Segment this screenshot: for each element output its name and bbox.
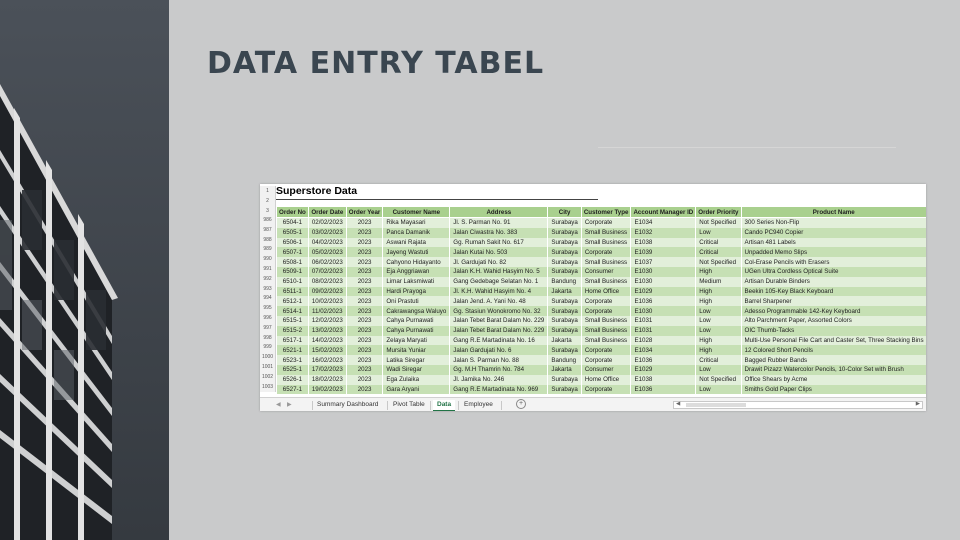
table-cell: Small Business [581, 336, 631, 346]
column-header: Customer Type [581, 207, 631, 218]
table-cell: 6515-2 [277, 326, 309, 336]
table-row [277, 247, 927, 257]
tab-separator [312, 401, 313, 410]
table-cell: 18/02/2023 [308, 375, 346, 385]
table-cell: 2023 [346, 326, 383, 336]
table-cell: 2023 [346, 365, 383, 375]
table-cell: Bagged Rubber Bands [741, 355, 926, 365]
table-cell: Drawit Pizazz Watercolor Pencils, 10-Color Set with Brush [741, 365, 926, 375]
table-cell: Corporate [581, 306, 631, 316]
table-row [277, 316, 927, 326]
table-cell: 13/02/2023 [308, 326, 346, 336]
table-row [277, 306, 927, 316]
table-cell: Not Specified [696, 375, 741, 385]
row-number: 1002 [260, 373, 276, 383]
next-sheet-icon[interactable]: ▶ [287, 402, 292, 408]
table-cell: 6505-1 [277, 228, 309, 238]
table-cell: Jl. Gardujati No. 82 [450, 257, 548, 267]
table-cell: 6510-1 [277, 277, 309, 287]
row-number: 994 [260, 294, 276, 304]
row-number: 989 [260, 245, 276, 255]
table-cell: Surabaya [548, 257, 582, 267]
table-cell: 300 Series Non-Flip [741, 218, 926, 228]
tab-summary-dashboard[interactable]: Summary Dashboard [317, 401, 379, 408]
tab-separator [501, 401, 502, 410]
table-cell: Medium [696, 277, 741, 287]
table-cell: E1030 [631, 306, 696, 316]
table-cell: Aswani Rajata [383, 238, 450, 248]
table-cell: Col-Erase Pencils with Erasers [741, 257, 926, 267]
table-cell: 2023 [346, 287, 383, 297]
table-cell: High [696, 287, 741, 297]
table-cell: 2023 [346, 228, 383, 238]
table-cell: Surabaya [548, 238, 582, 248]
table-cell: 2023 [346, 306, 383, 316]
table-cell: Low [696, 316, 741, 326]
table-cell: Small Business [581, 238, 631, 248]
table-cell: Surabaya [548, 345, 582, 355]
table-cell: Artisan 481 Labels [741, 238, 926, 248]
table-cell: E1028 [631, 336, 696, 346]
row-number: 1003 [260, 383, 276, 393]
table-row [277, 228, 927, 238]
table-cell: Barrel Sharpener [741, 296, 926, 306]
table-cell: 05/02/2023 [308, 247, 346, 257]
table-cell: E1036 [631, 296, 696, 306]
row-number: 996 [260, 314, 276, 324]
table-cell: 6523-1 [277, 355, 309, 365]
table-cell: E1038 [631, 375, 696, 385]
table-row [277, 355, 927, 365]
table-cell: 6515-1 [277, 316, 309, 326]
slide-title: DATA ENTRY TABEL [207, 46, 545, 81]
table-cell: UGen Ultra Cordless Optical Suite [741, 267, 926, 277]
table-cell: Unpadded Memo Slips [741, 247, 926, 257]
table-cell: 6509-1 [277, 267, 309, 277]
table-cell: Critical [696, 238, 741, 248]
table-cell: Not Specified [696, 218, 741, 228]
row-number: 998 [260, 334, 276, 344]
table-cell: Zelaya Maryati [383, 336, 450, 346]
table-cell: 07/02/2023 [308, 267, 346, 277]
table-cell: 2023 [346, 218, 383, 228]
table-cell: 2023 [346, 296, 383, 306]
table-cell: 06/02/2023 [308, 257, 346, 267]
table-cell: 2023 [346, 375, 383, 385]
table-cell: Jakarta [548, 336, 582, 346]
table-cell: Oni Prastuti [383, 296, 450, 306]
table-cell: 03/02/2023 [308, 228, 346, 238]
table-body [277, 218, 927, 395]
header-row [277, 207, 927, 218]
table-cell: Corporate [581, 345, 631, 355]
table-cell: 16/02/2023 [308, 355, 346, 365]
table-cell: High [696, 336, 741, 346]
table-cell: Limar Laksmiwati [383, 277, 450, 287]
tab-separator [458, 401, 459, 410]
table-cell: 6526-1 [277, 375, 309, 385]
table-cell: 6511-1 [277, 287, 309, 297]
table-row [277, 345, 927, 355]
table-cell: Gang Gedebage Selatan No. 1 [450, 277, 548, 287]
column-header: Address [450, 207, 548, 218]
table-cell: 11/02/2023 [308, 306, 346, 316]
table-cell: 6507-1 [277, 247, 309, 257]
table-cell: Gang R.E Martadinata No. 969 [450, 385, 548, 395]
table-row [277, 238, 927, 248]
table-cell: Adesso Programmable 142-Key Keyboard [741, 306, 926, 316]
table-cell: Small Business [581, 277, 631, 287]
table-cell: 12 Colored Short Pencils [741, 345, 926, 355]
table-cell: 6508-1 [277, 257, 309, 267]
table-cell: Low [696, 228, 741, 238]
table-cell: E1036 [631, 385, 696, 395]
table-cell: 12/02/2023 [308, 316, 346, 326]
table-cell: Jalan S. Parman No. 88 [450, 355, 548, 365]
table-cell: Jalan Tebet Barat Dalam No. 229 [450, 316, 548, 326]
table-cell: 2023 [346, 267, 383, 277]
table-cell: Panca Damanik [383, 228, 450, 238]
table-cell: Not Specified [696, 257, 741, 267]
table-cell: Gang R.E Martadinata No. 16 [450, 336, 548, 346]
table-cell: 17/02/2023 [308, 365, 346, 375]
table-cell: OIC Thumb-Tacks [741, 326, 926, 336]
row-number: 993 [260, 285, 276, 295]
table-cell: 09/02/2023 [308, 287, 346, 297]
table-cell: 2023 [346, 385, 383, 395]
table-cell: Bandung [548, 355, 582, 365]
table-cell: Gg. Stasiun Wonokromo No. 32 [450, 306, 548, 316]
table-cell: Cakrawangsa Waluyo [383, 306, 450, 316]
table-cell: Jalan Ciwastra No. 383 [450, 228, 548, 238]
table-cell: 2023 [346, 345, 383, 355]
table-cell: Jalan Jend. A. Yani No. 48 [450, 296, 548, 306]
tab-separator [430, 401, 431, 410]
row-number: 986 [260, 216, 276, 226]
table-cell: 6517-1 [277, 336, 309, 346]
column-header: Product Name [741, 207, 926, 218]
table-cell: 2023 [346, 316, 383, 326]
table-cell: Rika Mayasari [383, 218, 450, 228]
row-number: 1001 [260, 363, 276, 373]
table-row [277, 326, 927, 336]
sheet-title: Superstore Data [276, 185, 358, 197]
table-cell: Gara Aryani [383, 385, 450, 395]
table-cell: Wadi Siregar [383, 365, 450, 375]
table-cell: Surabaya [548, 267, 582, 277]
table-cell: Surabaya [548, 296, 582, 306]
scroll-left-icon[interactable]: ◀ [676, 401, 681, 407]
table-row [277, 385, 927, 395]
table-cell: Jalan K.H. Wahid Hasyim No. 5 [450, 267, 548, 277]
row-number: 988 [260, 236, 276, 246]
table-cell: E1034 [631, 345, 696, 355]
table-cell: 6506-1 [277, 238, 309, 248]
table-row [277, 365, 927, 375]
table-cell: Ega Zulaika [383, 375, 450, 385]
row-number: 3 [260, 206, 276, 216]
table-cell: Low [696, 326, 741, 336]
table-cell: Corporate [581, 218, 631, 228]
table-cell: E1030 [631, 277, 696, 287]
table-cell: Small Business [581, 316, 631, 326]
table-cell: High [696, 345, 741, 355]
table-row [277, 375, 927, 385]
table-cell: Gg. Rumah Sakit No. 617 [450, 238, 548, 248]
table-cell: Surabaya [548, 316, 582, 326]
building-photo [0, 0, 169, 540]
table-cell: 2023 [346, 277, 383, 287]
table-cell: Smiths Gold Paper Clips [741, 385, 926, 395]
table-cell: 6527-1 [277, 385, 309, 395]
column-header: Account Manager ID [631, 207, 696, 218]
table-cell: Bandung [548, 277, 582, 287]
table-cell: Corporate [581, 385, 631, 395]
table-cell: Small Business [581, 228, 631, 238]
table-cell: Low [696, 306, 741, 316]
table-cell: Gg. M.H Thamrin No. 784 [450, 365, 548, 375]
table-row [277, 218, 927, 228]
table-cell: Critical [696, 247, 741, 257]
row-number: 1000 [260, 353, 276, 363]
table-cell: 19/02/2023 [308, 385, 346, 395]
table-cell: Multi-Use Personal File Cart and Caster Set, Three Stacking Bins [741, 336, 926, 346]
table-cell: 14/02/2023 [308, 336, 346, 346]
table-cell: Surabaya [548, 218, 582, 228]
table-cell: 2023 [346, 257, 383, 267]
table-cell: 6512-1 [277, 296, 309, 306]
row-number: 995 [260, 304, 276, 314]
table-cell: Consumer [581, 365, 631, 375]
row-number: 2 [260, 196, 276, 206]
table-cell: E1036 [631, 355, 696, 365]
table-cell: Critical [696, 355, 741, 365]
table-cell: High [696, 296, 741, 306]
tab-employee[interactable]: Employee [464, 401, 493, 408]
row-number: 992 [260, 275, 276, 285]
tab-data[interactable]: Data [433, 400, 455, 411]
table-cell: 6504-1 [277, 218, 309, 228]
table-cell: E1037 [631, 257, 696, 267]
column-header: Order No [277, 207, 309, 218]
row-number: 987 [260, 226, 276, 236]
table-row [277, 296, 927, 306]
table-cell: 6525-1 [277, 365, 309, 375]
sheet-tab-bar [260, 397, 926, 411]
table-row [277, 257, 927, 267]
column-header: Order Year [346, 207, 383, 218]
table-cell: Surabaya [548, 228, 582, 238]
table-cell: Low [696, 385, 741, 395]
table-cell: Surabaya [548, 306, 582, 316]
table-cell: Small Business [581, 257, 631, 267]
table-cell: 2023 [346, 238, 383, 248]
table-cell: Surabaya [548, 375, 582, 385]
table-cell: Artisan Durable Binders [741, 277, 926, 287]
table-cell: 6521-1 [277, 345, 309, 355]
table-cell: Surabaya [548, 326, 582, 336]
row-number: 990 [260, 255, 276, 265]
table-cell: Surabaya [548, 247, 582, 257]
table-cell: 6514-1 [277, 306, 309, 316]
table-cell: E1034 [631, 218, 696, 228]
table-cell: Low [696, 365, 741, 375]
table-cell: 15/02/2023 [308, 345, 346, 355]
table-cell: Latika Siregar [383, 355, 450, 365]
table-cell: Corporate [581, 355, 631, 365]
table-cell: Beekin 105-Key Black Keyboard [741, 287, 926, 297]
table-cell: E1031 [631, 326, 696, 336]
table-cell: Cando PC940 Copier [741, 228, 926, 238]
table-cell: High [696, 267, 741, 277]
column-header: City [548, 207, 582, 218]
spreadsheet-screenshot [260, 184, 926, 411]
table-cell: E1038 [631, 238, 696, 248]
building-illustration [0, 0, 169, 540]
row-number: 991 [260, 265, 276, 275]
column-header: Customer Name [383, 207, 450, 218]
table-cell: Cahyono Hidayanto [383, 257, 450, 267]
table-cell: Consumer [581, 267, 631, 277]
table-cell: Hardi Prayoga [383, 287, 450, 297]
data-table [276, 206, 926, 394]
row-number: 999 [260, 343, 276, 353]
table-cell: Alto Parchment Paper, Assorted Colors [741, 316, 926, 326]
table-cell: 2023 [346, 336, 383, 346]
column-header: Order Priority [696, 207, 741, 218]
prev-sheet-icon[interactable]: ◀ [276, 402, 281, 408]
table-cell: E1031 [631, 316, 696, 326]
table-cell: 02/02/2023 [308, 218, 346, 228]
column-header: Order Date [308, 207, 346, 218]
table-cell: 2023 [346, 355, 383, 365]
table-cell: E1032 [631, 228, 696, 238]
table-cell: Jalan Tebet Barat Dalam No. 229 [450, 326, 548, 336]
scrollbar-thumb[interactable] [686, 403, 746, 407]
table-cell: Eja Anggriawan [383, 267, 450, 277]
table-cell: Small Business [581, 326, 631, 336]
table-row [277, 267, 927, 277]
table-cell: Jalan Gardujati No. 6 [450, 345, 548, 355]
table-cell: Corporate [581, 296, 631, 306]
table-cell: 2023 [346, 247, 383, 257]
table-cell: Mursita Yuniar [383, 345, 450, 355]
table-cell: Jl. S. Parman No. 91 [450, 218, 548, 228]
row-number: 997 [260, 324, 276, 334]
table-cell: E1029 [631, 287, 696, 297]
table-cell: Cahya Purnawati [383, 316, 450, 326]
horizontal-scrollbar[interactable] [673, 401, 923, 409]
table-row [277, 336, 927, 346]
title-divider [598, 147, 896, 148]
table-cell: E1030 [631, 267, 696, 277]
table-cell: 10/02/2023 [308, 296, 346, 306]
table-cell: Jl. K.H. Wahid Hasyim No. 4 [450, 287, 548, 297]
table-cell: Home Office [581, 375, 631, 385]
table-cell: E1029 [631, 365, 696, 375]
table-row [277, 277, 927, 287]
table-cell: Jl. Jamika No. 246 [450, 375, 548, 385]
row-number: 1 [260, 186, 276, 196]
table-cell: Office Shears by Acme [741, 375, 926, 385]
table-cell: 08/02/2023 [308, 277, 346, 287]
table-cell: Jakarta [548, 365, 582, 375]
table-cell: Cahya Purnawati [383, 326, 450, 336]
table-cell: Home Office [581, 287, 631, 297]
table-cell: Corporate [581, 247, 631, 257]
tab-pivot-table[interactable]: Pivot Table [393, 401, 425, 408]
add-sheet-icon[interactable]: + [516, 399, 526, 409]
table-cell: Jalan Kutai No. 503 [450, 247, 548, 257]
title-underline [276, 199, 598, 200]
table-cell: Jayeng Wastuti [383, 247, 450, 257]
tab-separator [387, 401, 388, 410]
table-row [277, 287, 927, 297]
table-cell: Jakarta [548, 287, 582, 297]
table-cell: E1039 [631, 247, 696, 257]
scroll-right-icon[interactable]: ▶ [915, 401, 920, 407]
table-cell: 04/02/2023 [308, 238, 346, 248]
table-cell: Surabaya [548, 385, 582, 395]
